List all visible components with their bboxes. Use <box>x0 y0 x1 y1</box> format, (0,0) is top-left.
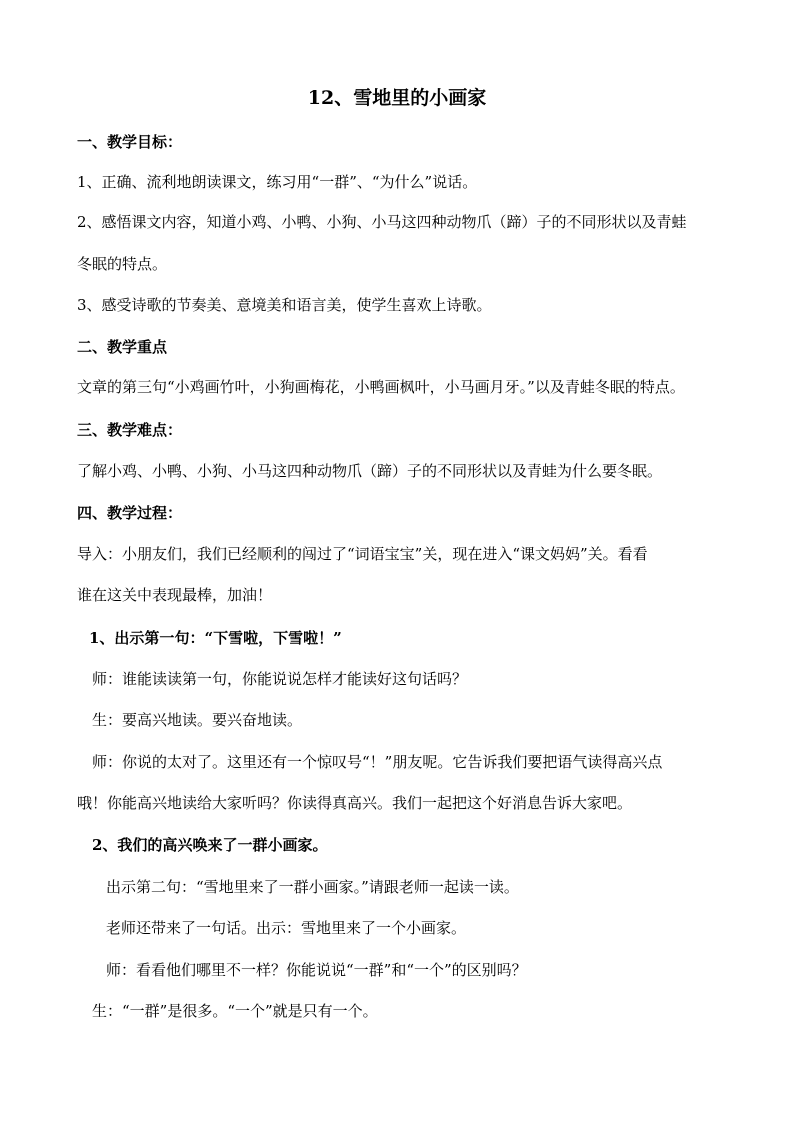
key-points-text: 文章的第三句“小鸡画竹叶，小狗画梅花，小鸭画枫叶，小马画月牙。”以及青蛙冬眠的特点。 <box>77 378 685 396</box>
step-2-line: 老师还带来了一句话。出示：雪地里来了一个小画家。 <box>106 919 467 937</box>
step-2-heading: 2、我们的高兴唤来了一群小画家。 <box>92 836 328 854</box>
step-1-line: 生：要高兴地读。要兴奋地读。 <box>92 711 303 729</box>
step-2-line: 出示第二句：“雪地里来了一群小画家。”请跟老师一起读一读。 <box>106 878 519 896</box>
step-2-line: 生：“一群”是很多。“一个”就是只有一个。 <box>92 1002 378 1020</box>
process-intro-line-1: 导入：小朋友们，我们已经顺利的闯过了“词语宝宝”关，现在进入“课文妈妈”关。看看 <box>77 545 648 563</box>
section-heading-difficulties: 三、教学难点： <box>77 421 183 439</box>
section-heading-process: 四、教学过程： <box>77 504 183 522</box>
section-heading-key-points: 二、教学重点 <box>77 338 168 356</box>
difficulties-text: 了解小鸡、小鸭、小狗、小马这四种动物爪（蹄）子的不同形状以及青蛙为什么要冬眠。 <box>77 462 663 480</box>
section-heading-goals: 一、教学目标： <box>77 133 183 151</box>
process-intro-line-2: 谁在这关中表现最棒，加油！ <box>77 586 273 604</box>
step-1-line: 哦！你能高兴地读给大家听吗？你读得真高兴。我们一起把这个好消息告诉大家吧。 <box>77 794 633 812</box>
step-1-line: 师：谁能读读第一句，你能说说怎样才能读好这句话吗？ <box>92 670 468 688</box>
step-1-line: 师：你说的太对了。这里还有一个惊叹号“！”朋友呢。它告诉我们要把语气读得高兴点 <box>92 753 663 771</box>
step-1-heading: 1、出示第一句：“下雪啦，下雪啦！” <box>89 629 342 647</box>
goal-item-2-continued: 冬眠的特点。 <box>77 255 168 273</box>
page-title: 12、雪地里的小画家 <box>307 87 487 109</box>
goal-item-3: 3、感受诗歌的节奏美、意境美和语言美，使学生喜欢上诗歌。 <box>77 296 492 314</box>
goal-item-1: 1、正确、流利地朗读课文，练习用“一群”、“为什么”说话。 <box>77 173 478 191</box>
goal-item-2: 2、感悟课文内容，知道小鸡、小鸭、小狗、小马这四种动物爪（蹄）子的不同形状以及青蛙 <box>77 213 687 231</box>
step-2-line: 师：看看他们哪里不一样？你能说说“一群”和“一个”的区别吗？ <box>106 961 527 979</box>
